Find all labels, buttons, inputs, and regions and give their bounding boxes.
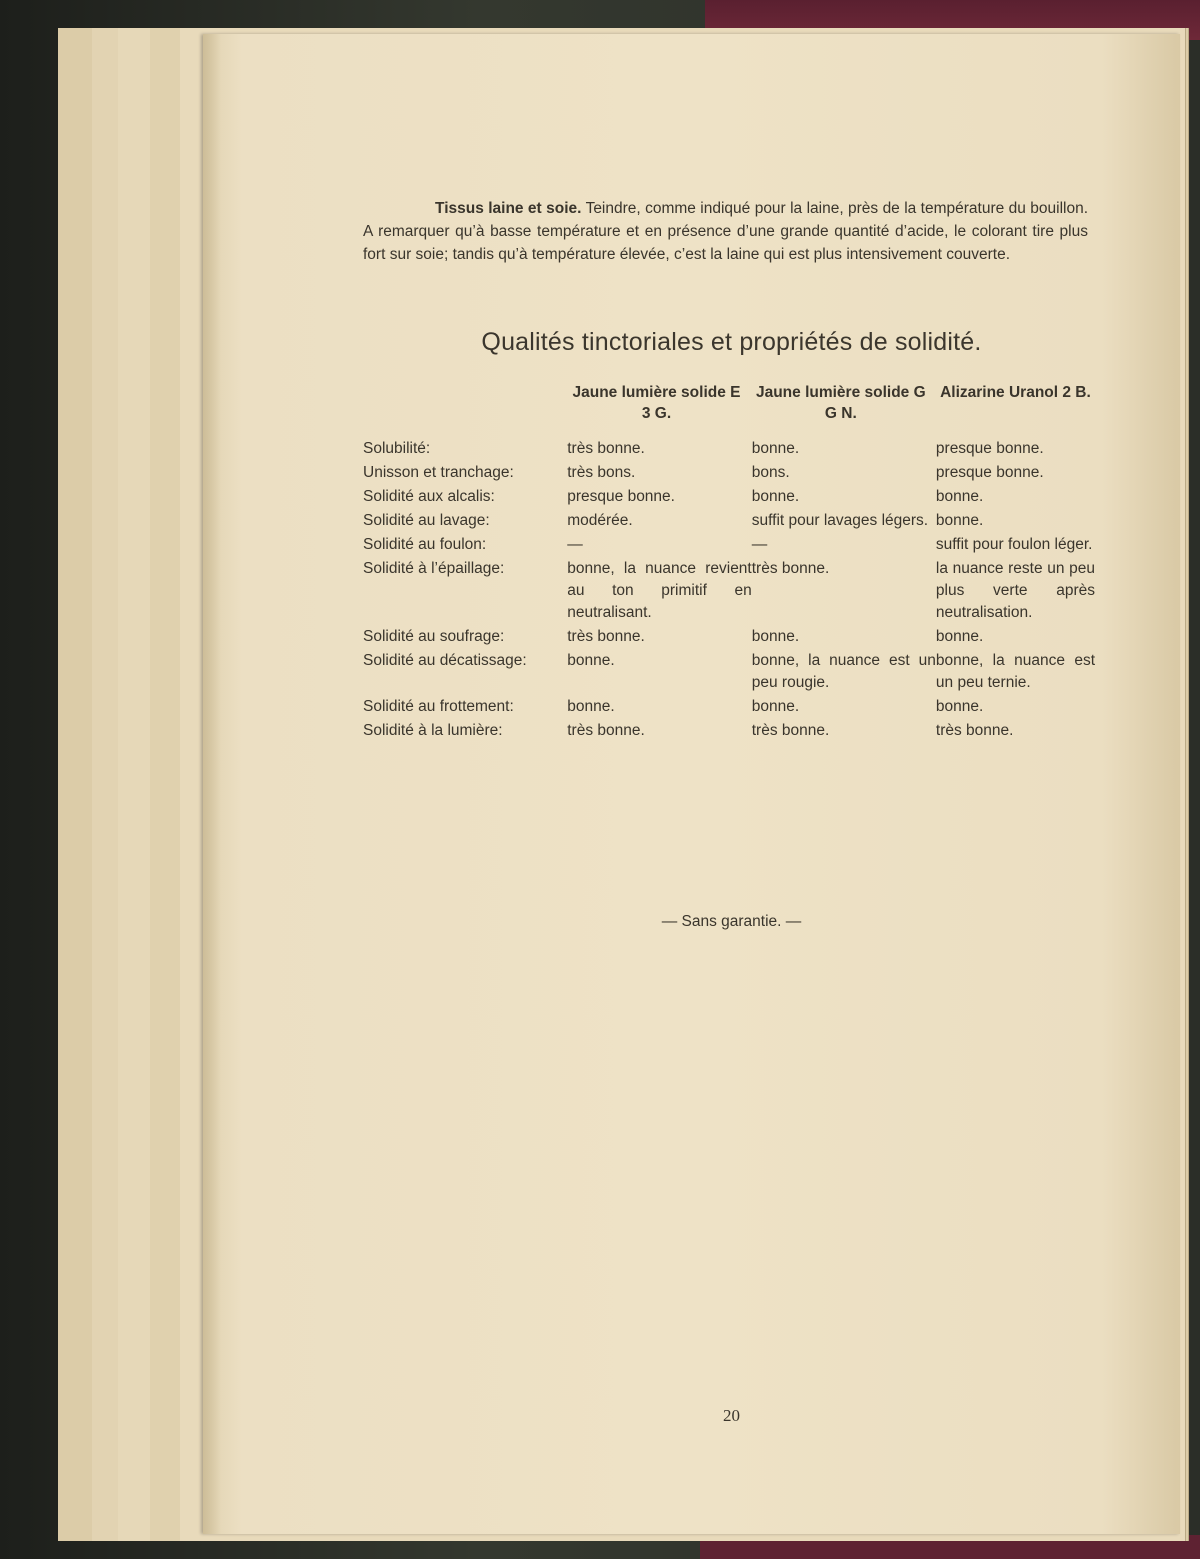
cell-product-1: bonne. — [567, 698, 615, 715]
cell-product-2: bonne, la nuance est un peu rougie. — [751, 652, 936, 691]
cell-product-2: très bonne. — [751, 560, 830, 577]
header-empty — [363, 382, 567, 438]
cell-product-2: très bonne. — [751, 722, 830, 739]
cell-product-1: modérée. — [567, 512, 633, 529]
table-row — [363, 486, 1095, 510]
table-row — [363, 626, 1095, 650]
row-label: Solidité au décatissage: — [363, 652, 527, 669]
table-row — [363, 558, 1095, 626]
cell-product-1: — — [567, 536, 583, 553]
cell-product-3: bonne. — [935, 488, 984, 505]
cell-product-3: presque bonne. — [935, 464, 1044, 481]
cell-product-1: très bonne. — [567, 722, 645, 739]
properties-table — [363, 382, 1095, 744]
cell-product-1: bonne. — [567, 652, 615, 669]
intro-paragraph — [363, 197, 1088, 266]
row-label: Solidité à l’épaillage: — [363, 560, 505, 577]
cell-product-2: bonne. — [751, 440, 800, 457]
cell-product-2: bonne. — [751, 698, 800, 715]
table-row — [363, 650, 1095, 696]
table-row — [363, 462, 1095, 486]
cell-product-1: très bonne. — [567, 440, 645, 457]
cell-product-3: très bonne. — [935, 722, 1014, 739]
footer-note: — Sans garantie. — — [661, 913, 802, 930]
cell-product-2: bonne. — [751, 628, 800, 645]
page-shadow — [203, 34, 221, 1534]
cell-product-3: suffit pour foulon léger. — [935, 536, 1093, 553]
cell-product-3: presque bonne. — [935, 440, 1044, 457]
table-row — [363, 534, 1095, 558]
cell-product-1: presque bonne. — [567, 488, 675, 505]
cell-product-1: très bons. — [567, 464, 636, 481]
cell-product-2: bons. — [751, 464, 790, 481]
row-label: Solidité à la lumière: — [363, 722, 503, 739]
cell-product-3: bonne. — [935, 628, 984, 645]
table-row — [363, 510, 1095, 534]
cell-product-3: bonne, la nuance est un peu ternie. — [935, 652, 1095, 691]
cell-product-1: bonne, la nuance revient au ton primitif en neutralisant. — [567, 560, 752, 621]
table-row — [363, 696, 1095, 720]
table-row — [363, 438, 1095, 462]
table-header-row — [363, 382, 1095, 438]
page-number: 20 — [723, 1406, 740, 1425]
row-label: Solidité aux alcalis: — [363, 488, 495, 505]
section-title: Qualités tinctoriales et propriétés de solidité. — [481, 328, 982, 356]
table-row — [363, 720, 1095, 744]
cell-product-2: — — [751, 536, 768, 553]
header-product-2: Jaune lumière solide G G N. — [755, 384, 926, 422]
header-product-3: Alizarine Uranol 2 B. — [940, 384, 1091, 401]
cell-product-3: bonne. — [935, 698, 984, 715]
cell-product-2: suffit pour lavages légers. — [751, 512, 929, 529]
row-label: Solidité au frottement: — [363, 698, 514, 715]
cell-product-2: bonne. — [751, 488, 800, 505]
row-label: Solubilité: — [363, 440, 431, 457]
intro-text: Teindre, comme indiqué pour la laine, près de la température du bouillon. A remarquer qu’à basse température et en présence d’une grande quantité d’acide, le colorant tire plus fort sur soie; tandis qu’à température élevée, c’est la laine qui est plus intensivement couverte. — [363, 200, 1089, 263]
cell-product-1: très bonne. — [567, 628, 645, 645]
header-product-1: Jaune lumière solide E 3 G. — [572, 384, 741, 422]
cell-product-3: bonne. — [935, 512, 984, 529]
row-label: Solidité au foulon: — [363, 536, 487, 553]
document-page — [203, 34, 1180, 1534]
intro-lead: Tissus laine et soie. — [435, 200, 582, 217]
row-label: Unisson et tranchage: — [363, 464, 514, 481]
cell-product-3: la nuance reste un peu plus verte après neutralisation. — [935, 560, 1095, 621]
row-label: Solidité au lavage: — [363, 512, 490, 529]
row-label: Solidité au soufrage: — [363, 628, 505, 645]
